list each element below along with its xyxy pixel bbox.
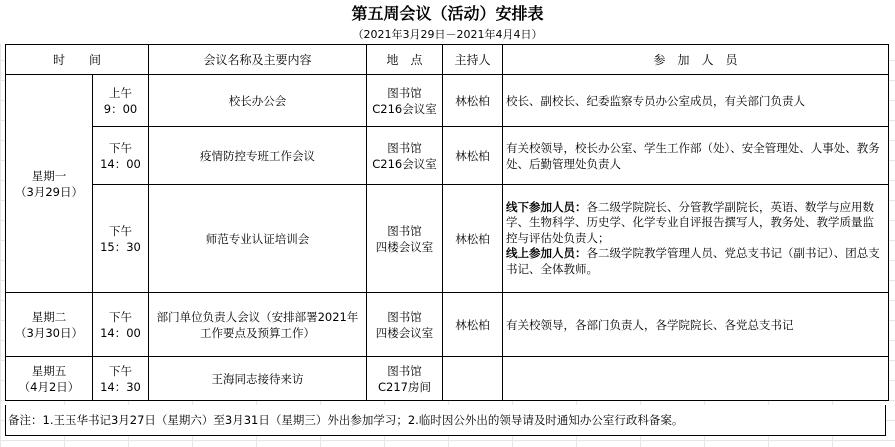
header-participants: 参 加 人 员 (503, 45, 889, 75)
location-cell (367, 127, 443, 185)
day-name: 星期一 (31, 168, 67, 183)
time-clock: 14：30 (100, 379, 141, 394)
day-name: 星期五 (31, 363, 67, 378)
host-cell: 林松柏 (443, 185, 503, 293)
host-cell: 林松柏 (443, 75, 503, 127)
location-cell (367, 293, 443, 357)
location-line: 图书馆 (387, 223, 422, 238)
location-line: C217房间 (378, 379, 431, 394)
table-row (6, 293, 889, 357)
location-line: 图书馆 (387, 140, 422, 155)
location-line: 图书馆 (387, 363, 422, 378)
time-cell (93, 357, 149, 401)
day-date: （3月29日） (15, 184, 83, 199)
day-date: （4月2日） (18, 379, 80, 394)
schedule-table (5, 44, 889, 401)
header-host: 主持人 (443, 45, 503, 75)
table-row (6, 127, 889, 185)
offline-label: 线下参加人员： (506, 199, 587, 214)
location-line: 图书馆 (387, 85, 422, 100)
participants-cell (503, 357, 889, 401)
header-meeting: 会议名称及主要内容 (149, 45, 367, 75)
table-row (6, 75, 889, 127)
online-label: 线上参加人员： (506, 246, 587, 261)
table-row (6, 357, 889, 401)
location-cell (367, 185, 443, 293)
meeting-cell: 部门单位负责人会议（安排部署2021年工作要点及预算工作） (149, 293, 367, 357)
meeting-cell: 师范专业认证培训会 (149, 185, 367, 293)
time-clock: 9：00 (103, 101, 138, 116)
day-cell-monday (6, 75, 93, 293)
meeting-cell: 疫情防控专班工作会议 (149, 127, 367, 185)
time-cell (93, 127, 149, 185)
host-cell (443, 357, 503, 401)
location-cell (367, 75, 443, 127)
table-row (6, 185, 889, 293)
location-line: 四楼会议室 (375, 239, 434, 254)
location-cell (367, 357, 443, 401)
time-period: 上午 (109, 85, 132, 100)
offline-text: 各二级学院院长、分管教学副院长，英语、数学与应用数学、生物科学、历史学、化学专业自评报告撰写人，教务处、教学质量监控与评估处负责人； (506, 199, 874, 245)
header-time: 时 间 (6, 45, 149, 75)
meeting-cell: 校长办公会 (149, 75, 367, 127)
location-line: C216会议室 (372, 156, 437, 171)
time-period: 下午 (109, 223, 132, 238)
time-clock: 15：30 (100, 239, 141, 254)
page-title: 第五周会议（活动）安排表 (0, 0, 895, 26)
time-cell (93, 185, 149, 293)
footnote: 备注：1.王玉华书记3月27日（星期六）至3月31日（星期三）外出参加学习；2.临时因公外出的领导请及时通知办公室行政科备案。 (5, 405, 886, 436)
location-line: 图书馆 (387, 309, 422, 324)
day-name: 星期二 (31, 309, 67, 324)
time-cell (93, 293, 149, 357)
host-cell: 林松柏 (443, 127, 503, 185)
time-cell (93, 75, 149, 127)
time-period: 下午 (109, 363, 132, 378)
location-line: C216会议室 (372, 101, 437, 116)
day-cell-tuesday (6, 293, 93, 357)
time-clock: 14：00 (100, 156, 141, 171)
host-cell: 林松柏 (443, 293, 503, 357)
time-clock: 14：00 (100, 325, 141, 340)
location-line: 四楼会议室 (375, 325, 434, 340)
date-range-subtitle: （2021年3月29日－2021年4月4日） (0, 26, 895, 44)
meeting-cell: 王海同志接待来访 (149, 357, 367, 401)
participants-cell: 有关校领导，各部门负责人，各学院院长、各党总支书记 (503, 293, 889, 357)
day-cell-friday (6, 357, 93, 401)
header-location: 地 点 (367, 45, 443, 75)
header-row (6, 45, 889, 75)
time-period: 下午 (109, 140, 132, 155)
participants-cell: 有关校领导，校长办公室、学生工作部（处）、安全管理处、人事处、教务处、后勤管理处负责人 (503, 127, 889, 185)
day-date: （3月30日） (15, 325, 83, 340)
time-period: 下午 (109, 309, 132, 324)
participants-cell: 校长、副校长、纪委监察专员办公室成员，有关部门负责人 (503, 75, 889, 127)
online-participants (506, 246, 885, 277)
offline-participants (506, 200, 885, 247)
online-text: 各二级学院教学管理人员、党总支书记（副书记）、团总支书记、全体教师。 (506, 246, 880, 276)
participants-cell (503, 185, 889, 293)
